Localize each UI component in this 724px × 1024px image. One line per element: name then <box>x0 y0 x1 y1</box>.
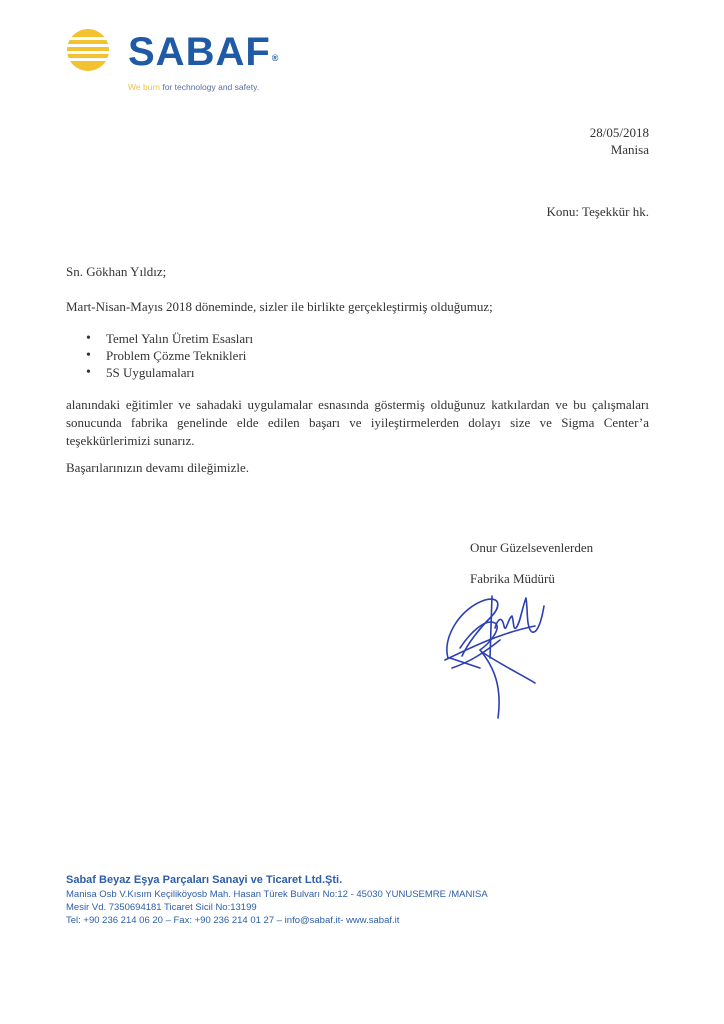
signatory-title: Fabrika Müdürü <box>470 571 555 586</box>
footer-tax-info: Mesir Vd. 7350694181 Ticaret Sicil No:13199 <box>66 902 257 913</box>
date-block <box>590 124 649 158</box>
letter-subject: Konu: Teşekkür hk. <box>546 204 649 219</box>
body-paragraph: alanındaki eğitimler ve sahadaki uygulamalar esnasında göstermiş olduğunuz katkılardan ve bu çalışmaları sonucunda fabrika genelinde elde edilen başarı ve iyileştirmelerden dolayı size ve Sigma Center’a teşekkürlerimizi sunarız. <box>66 397 649 448</box>
letter-date: 28/05/2018 <box>589 125 649 140</box>
closing-line: Başarılarınızın devamı dileğimizle. <box>66 460 250 475</box>
letter-city: Manisa <box>610 142 649 157</box>
logo-tagline: We burn for technology and safety. <box>128 82 260 92</box>
logo-wordmark: SABAF® <box>128 30 280 74</box>
list-item: • Problem Çözme Teknikleri <box>86 347 253 364</box>
company-footer <box>66 873 488 927</box>
footer-company-name: Sabaf Beyaz Eşya Parçaları Sanayi ve Ticaret Ltd.Şti. <box>66 874 343 886</box>
handwritten-signature <box>440 588 560 723</box>
list-item: • 5S Uygulamaları <box>86 364 253 381</box>
topic-list <box>86 330 253 381</box>
footer-contact: Tel: +90 236 214 06 20 – Fax: +90 236 214 01 27 – info@sabaf.it- www.sabaf.it <box>66 915 400 926</box>
sabaf-emblem-icon <box>66 28 110 72</box>
salutation: Sn. Gökhan Yıldız; <box>66 264 167 279</box>
footer-address: Manisa Osb V.Kısım Keçiliköyosb Mah. Hasan Türek Bulvarı No:12 - 45030 YUNUSEMRE /MANISA <box>66 889 488 900</box>
signatory-name: Onur Güzelsevenlerden <box>470 540 594 555</box>
intro-text: Mart-Nisan-Mayıs 2018 döneminde, sizler ile birlikte gerçekleştirmiş olduğumuz; <box>66 299 493 314</box>
list-item: • Temel Yalın Üretim Esasları <box>86 330 253 347</box>
